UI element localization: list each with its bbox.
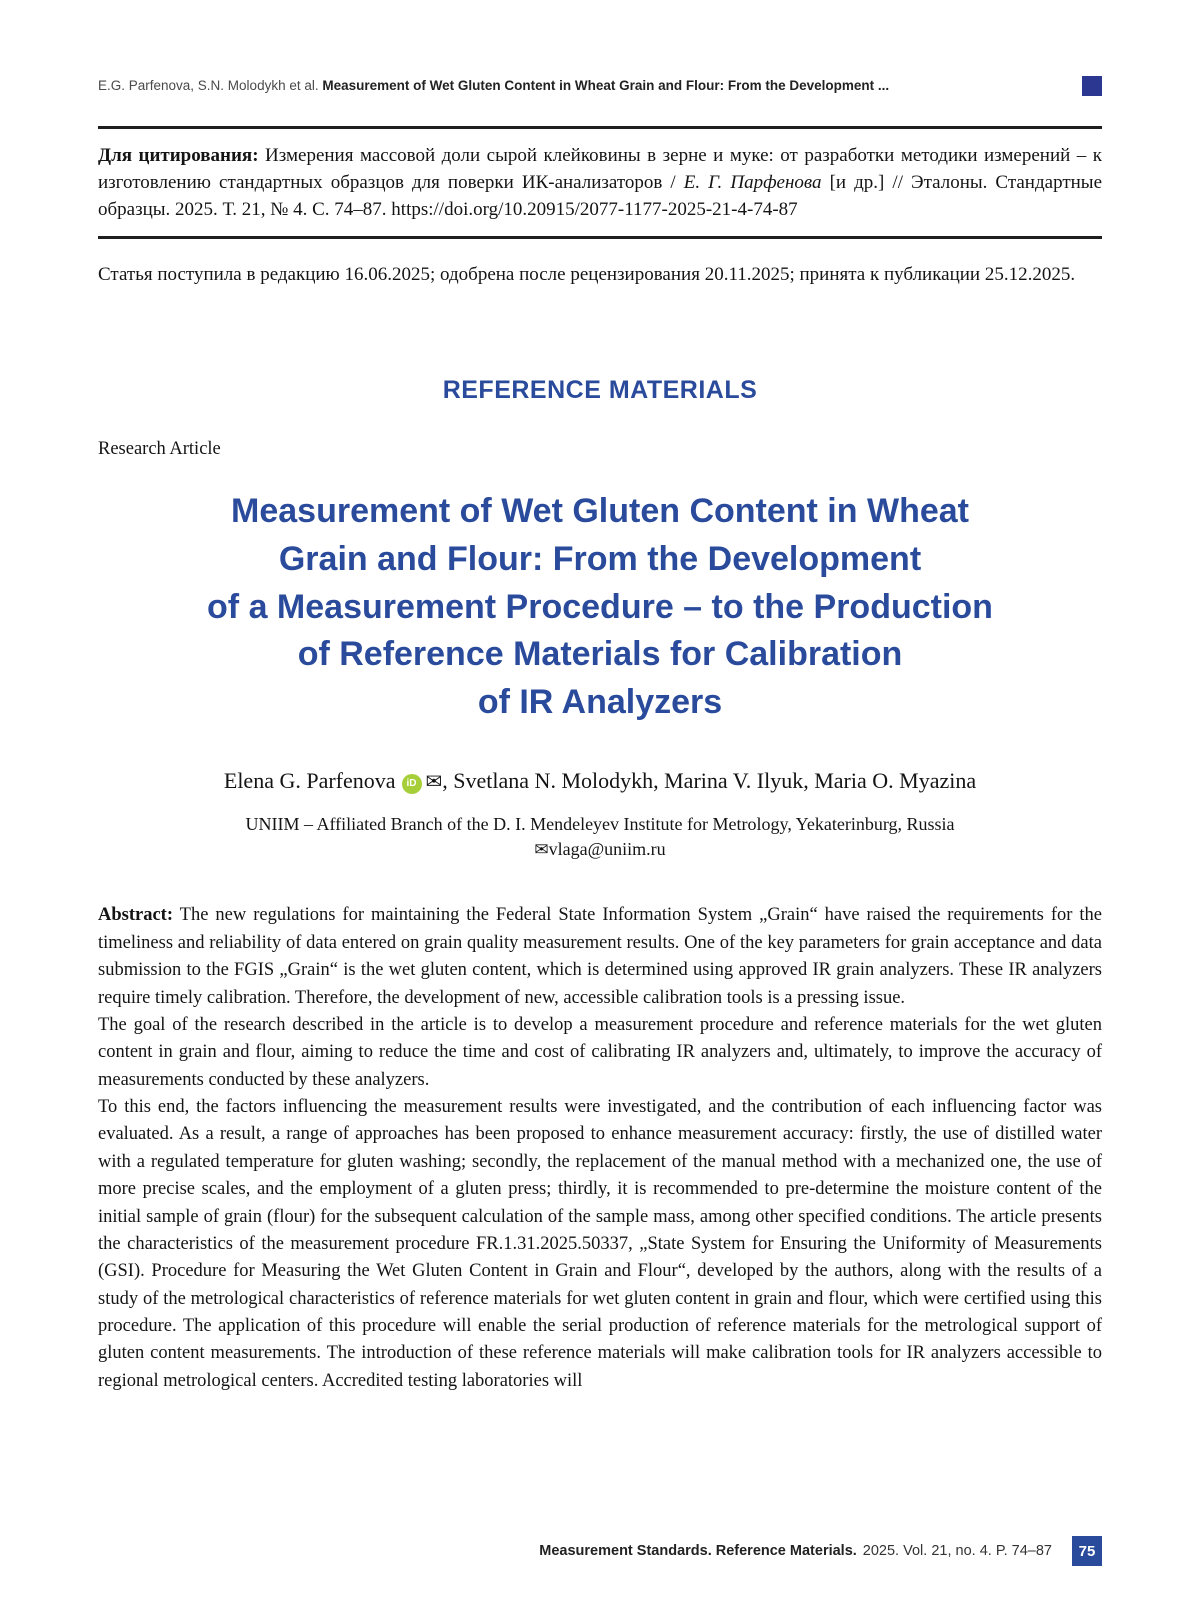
divider-rule-bottom <box>98 236 1102 239</box>
page-number-badge: 75 <box>1072 1536 1102 1566</box>
header-corner-square-icon <box>1082 76 1102 96</box>
divider-rule-top <box>98 126 1102 129</box>
footer-issue-info: 2025. Vol. 21, no. 4. P. 74–87 <box>862 1543 1052 1559</box>
article-title-line: Grain and Flour: From the Development <box>278 540 922 579</box>
corresponding-author-email-icon[interactable]: ✉ <box>425 771 443 794</box>
page-footer <box>98 1536 1102 1566</box>
article-title-line: of Reference Materials for Calibration <box>297 635 903 674</box>
article-title-line: of a Measurement Procedure – to the Production <box>207 587 993 626</box>
abstract-paragraph-text: The new regulations for maintaining the Federal State Information System „Grain“ have raised the requirements for the timeliness and reliability of data entered on grain quality measurement results. One of the key parameters for grain acceptance and data submission to the FGIS „Grain“ is the wet gluten content, which is determined using approved IR grain analyzers. These IR analyzers require timely calibration. Therefore, the development of new, accessible calibration tools is a pressing issue. <box>98 905 1102 1008</box>
running-header-title: Measurement of Wet Gluten Content in Wheat Grain and Flour: From the Development ... <box>322 78 890 94</box>
author-first-name: Elena G. Parfenova <box>223 768 396 794</box>
citation-author-italic: Е. Г. Парфенова <box>683 171 822 193</box>
running-header-text <box>98 77 1082 95</box>
footer-journal-name: Measurement Standards. Reference Materials. <box>539 1543 857 1559</box>
authors-rest: , Svetlana N. Molodykh, Marina V. Ilyuk, Maria O. Myazina <box>442 768 977 794</box>
running-header-authors: E.G. Parfenova, S.N. Molodykh et al. <box>98 78 319 94</box>
orcid-icon[interactable]: iD <box>402 774 422 794</box>
email-link[interactable]: vlaga@uniim.ru <box>548 839 666 860</box>
article-type-label: Research Article <box>98 439 221 460</box>
section-heading: REFERENCE MATERIALS <box>442 376 758 405</box>
abstract-paragraph: The goal of the research described in the article is to develop a measurement procedure and reference materials for the wet gluten content in grain and flour, aiming to reduce the time and cost of calibrating IR analyzers and, ultimately, to improve the accuracy of measurements conducted by these analyzers. <box>98 1014 1102 1090</box>
email-icon: ✉ <box>534 840 549 860</box>
abstract-label: Abstract: <box>98 905 174 926</box>
abstract-section <box>98 902 1102 1395</box>
article-title <box>98 488 1102 726</box>
article-history: Статья поступила в редакцию 16.06.2025; одобрена после рецензирования 20.11.2025; принята к публикации 25.12.2025. <box>98 263 1076 285</box>
citation-text-continued: [и др.] // Эталоны. Стандартные образцы. 2025. Т. 21, № 4. С. 74–87. <box>98 171 1102 220</box>
running-header <box>98 0 1102 96</box>
affiliation: UNIIM – Affiliated Branch of the D. I. Mendeleyev Institute for Metrology, Yekaterinburg, Russia <box>245 814 955 835</box>
email-line <box>98 839 1102 860</box>
citation-text: Измерения массовой доли сырой клейковины в зерне и муке: от разработки методики измерений – к изготовлению стандартных образцов для поверки ИК-анализаторов / <box>98 145 1103 193</box>
page-content <box>98 0 1102 1395</box>
abstract-paragraph <box>98 902 1102 1012</box>
doi-link[interactable]: https://doi.org/10.20915/2077-1177-2025-21-4-74-87 <box>391 198 798 220</box>
article-title-line: Measurement of Wet Gluten Content in Wheat <box>231 492 969 531</box>
authors-line <box>98 768 1102 794</box>
citation-label: Для цитирования: <box>98 145 259 166</box>
article-title-line: of IR Analyzers <box>477 682 723 721</box>
abstract-paragraph: To this end, the factors influencing the measurement results were investigated, and the contribution of each influencing factor was evaluated. As a result, a range of approaches has been proposed to enhance measurement accuracy: firstly, the use of distilled water with a regulated temperature for gluten washing; secondly, the replacement of the manual method with a mechanized one, the use of more precise scales, and the employment of a gluten press; thirdly, it is recommended to pre-determine the moisture content of the initial sample of grain (flour) for the subsequent calculation of the sample mass, among other specified conditions. The article presents the characteristics of the measurement procedure FR.1.31.2025.50337, „State System for Ensuring the Uniformity of Measurements (GSI). Procedure for Measuring the Wet Gluten Content in Grain and Flour“, developed by the authors, along with the results of a study of the metrological characteristics of reference materials for wet gluten content in grain and flour, which were certified using this procedure. The application of this procedure will enable the serial production of reference materials for the metrological support of gluten content measurements. The introduction of these reference materials will make calibration tools for IR analyzers accessible to regional metrological centers. Accredited testing laboratories will <box>98 1097 1102 1391</box>
citation-block <box>98 143 1102 224</box>
